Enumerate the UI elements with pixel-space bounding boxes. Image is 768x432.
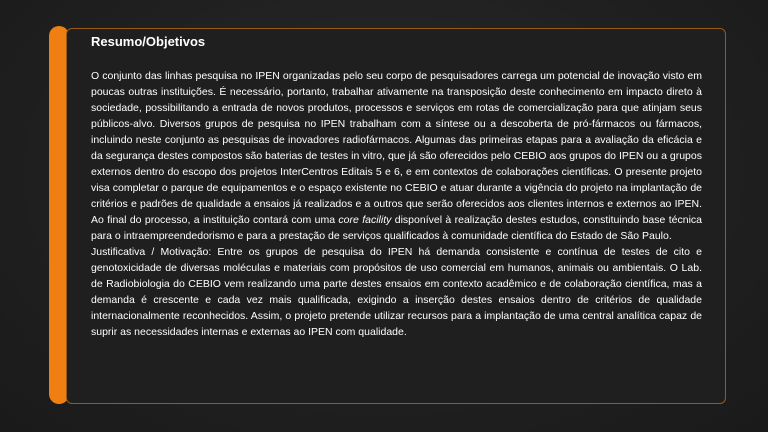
summary-italic-term: core facility: [338, 214, 392, 226]
content-area: [91, 32, 702, 340]
slide-title: Resumo/Objetivos: [91, 34, 206, 49]
summary-text-part2: disponível à realização destes estudos, constituindo base técnica para o intraempreendedorismo e para a prestação de serviços qualificados à comunidade científica do Estado de São Paulo.: [91, 214, 702, 242]
summary-text-part1: O conjunto das linhas pesquisa no IPEN organizadas pelo seu corpo de pesquisadores carrega um potencial de inovação visto em poucas outras instituições. É necessário, portanto, trabalhar ativamente na transposição deste conhecimento em impacto direto à sociedade, possibilitando a entrada de novos produtos, processos e serviços em rotas de comercialização para que atinjam seus públicos-alvo. Diversos grupos de pesquisa no IPEN trabalham com a síntese ou a descoberta de pró-fármacos ou fármacos, incluindo neste conjunto as pesquisas de inovadores radiofármacos. Algumas das primeiras etapas para a avaliação da eficácia e da segurança destes compostos são baterias de testes in vitro, que já são oferecidos pelo CEBIO aos grupos do IPEN ou a grupos externos dentro do escopo dos projetos InterCentros Editais 5 e 6, e em contextos de colaborações científicas. O presente projeto visa completar o parque de equipamentos e o espaço existente no CEBIO e atuar durante a vigência do projeto na implantação de critérios e padrões de qualidade a ensaios já realizados e a outros que serão oferecidos aos clientes internos e externos ao IPEN. Ao final do processo, a instituição contará com uma: [91, 70, 702, 226]
justification-paragraph: Justificativa / Motivação: Entre os grupos de pesquisa do IPEN há demanda consistente e contínua de testes de cito e genotoxicidade de diversas moléculas e materiais com propósitos de uso comercial em humanos, animais ou ambientais. O Lab. de Radiobiologia do CEBIO vem realizando uma parte destes ensaios em contexto acadêmico e de colaboração científica, mas a demanda é crescente e cada vez mais qualificada, exigindo a inserção destes ensaios dentro de critérios de qualidade internacionalmente reconhecidos. Assim, o projeto pretende utilizar recursos para a implantação de uma central analítica capaz de suprir as necessidades internas e externas ao IPEN com qualidade.: [91, 246, 702, 338]
summary-paragraph: [91, 68, 702, 244]
